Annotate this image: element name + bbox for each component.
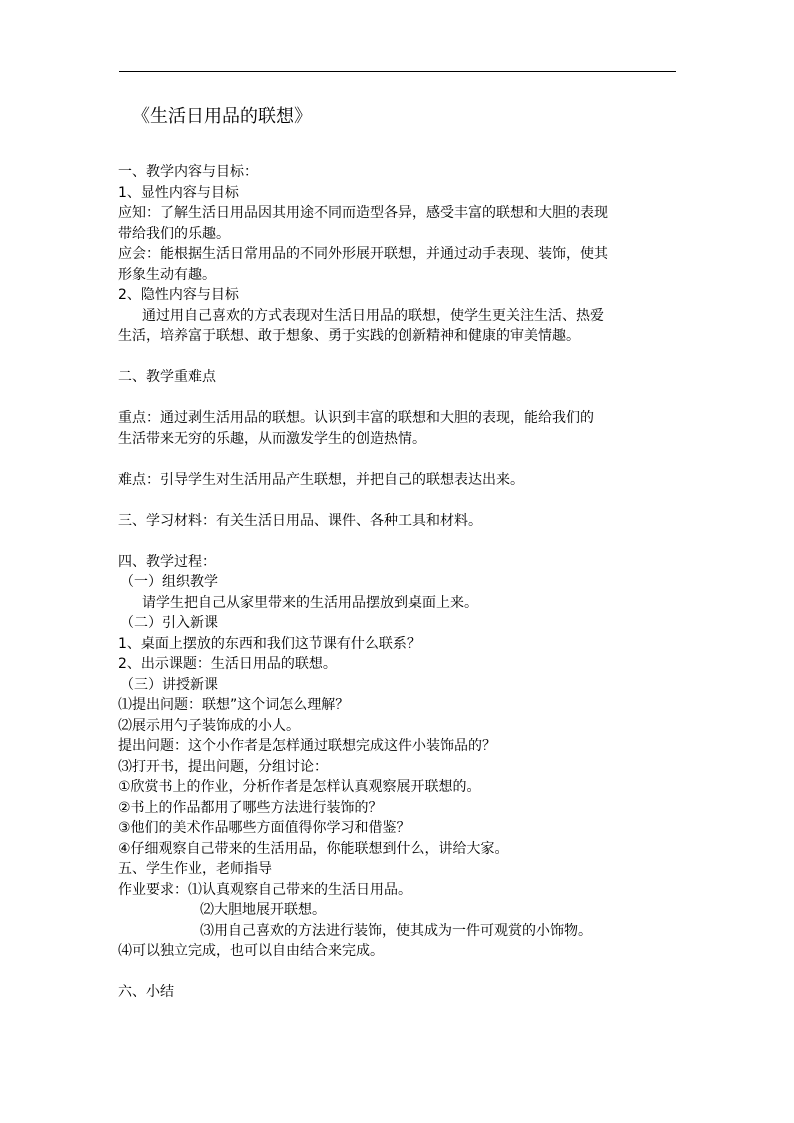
list-item: ⑷可以独立完成，也可以自由结合来完成。 bbox=[118, 943, 384, 959]
subheading-organize: （一）组织教学 bbox=[120, 574, 218, 590]
blank-line bbox=[118, 962, 680, 983]
paragraph-line: 请学生把自己从家里带来的生活用品摆放到桌面上来。 bbox=[142, 594, 478, 611]
document-title: 《生活日用品的联想》 bbox=[132, 106, 312, 127]
blank-line bbox=[118, 347, 680, 368]
spacer bbox=[118, 130, 680, 162]
list-item: ⑵展示用勺子装饰成的小人。 bbox=[118, 717, 300, 734]
list-item: ①欣赏书上的作业，分析作者是怎样认真观察展开联想的。 bbox=[118, 779, 481, 795]
subheading-implicit: 2、隐性内容与目标 bbox=[118, 287, 239, 303]
section-heading-key-points: 二、教学重难点 bbox=[118, 369, 216, 385]
list-item: 作业要求：⑴认真观察自己带来的生活日用品。 bbox=[118, 881, 412, 898]
list-item: ⑵大胆地展开联想。 bbox=[200, 902, 326, 918]
list-item: 1、桌面上摆放的东西和我们这节课有什么联系？ bbox=[118, 635, 421, 652]
section-heading-content-goals: 一、教学内容与目标： bbox=[118, 164, 258, 180]
paragraph-line: 难点：引导学生对生活用品产生联想，并把自己的联想表达出来。 bbox=[118, 471, 524, 488]
header-rule bbox=[119, 71, 676, 72]
paragraph-line: 通过用自己喜欢的方式表现对生活日用品的联想，使学生更关注生活、热爱 bbox=[142, 307, 604, 324]
section-heading-homework: 五、学生作业，老师指导 bbox=[118, 861, 272, 877]
blank-line bbox=[118, 490, 680, 511]
paragraph-line: 应知：了解生活日用品因其用途不同而造型各异，感受丰富的联想和大胆的表现 bbox=[118, 205, 608, 221]
subheading-intro: （二）引入新课 bbox=[120, 615, 218, 631]
paragraph-line: 生活，培养富于联想、敢于想象、勇于实践的创新精神和健康的审美情趣。 bbox=[118, 328, 580, 344]
list-item: ⑴提出问题：联想”这个词怎么理解？ bbox=[118, 697, 350, 713]
section-heading-process: 四、教学过程： bbox=[118, 553, 216, 570]
list-item: ③他们的美术作品哪些方面值得你学习和借鉴？ bbox=[118, 820, 411, 836]
paragraph-line: 形象生动有趣。 bbox=[118, 266, 216, 283]
paragraph-line: 应会：能根据生活日常用品的不同外形展开联想，并通过动手表现、装饰，使其 bbox=[118, 246, 608, 262]
list-item: ⑶用自己喜欢的方法进行装饰，使其成为一件可观赏的小饰物。 bbox=[200, 922, 592, 939]
paragraph-line: 带给我们的乐趣。 bbox=[118, 225, 230, 242]
section-heading-summary: 六、小结 bbox=[118, 984, 174, 1000]
list-item: ④仔细观察自己带来的生活用品，你能联想到什么，讲给大家。 bbox=[118, 840, 509, 857]
blank-line bbox=[118, 449, 680, 470]
blank-line bbox=[118, 388, 680, 409]
section-heading-materials: 三、学习材料：有关生活日用品、课件、各种工具和材料。 bbox=[118, 512, 482, 529]
blank-line bbox=[118, 531, 680, 552]
paragraph-line: 生活带来无穷的乐趣，从而激发学生的创造热情。 bbox=[118, 430, 426, 447]
document-body bbox=[118, 104, 680, 1003]
paragraph-line: 重点：通过剥生活用品的联想。认识到丰富的联想和大胆的表现，能给我们的 bbox=[118, 410, 594, 426]
list-item: ②书上的作品都用了哪些方法进行装饰的？ bbox=[118, 799, 383, 816]
subheading-explicit: 1、显性内容与目标 bbox=[118, 184, 239, 201]
subheading-teach: （三）讲授新课 bbox=[120, 676, 218, 693]
list-item: 2、出示课题：生活日用品的联想。 bbox=[118, 656, 337, 672]
paragraph-line: 提出问题：这个小作者是怎样通过联想完成这件小装饰品的？ bbox=[118, 738, 496, 754]
list-item: ⑶打开书，提出问题，分组讨论： bbox=[118, 758, 328, 775]
